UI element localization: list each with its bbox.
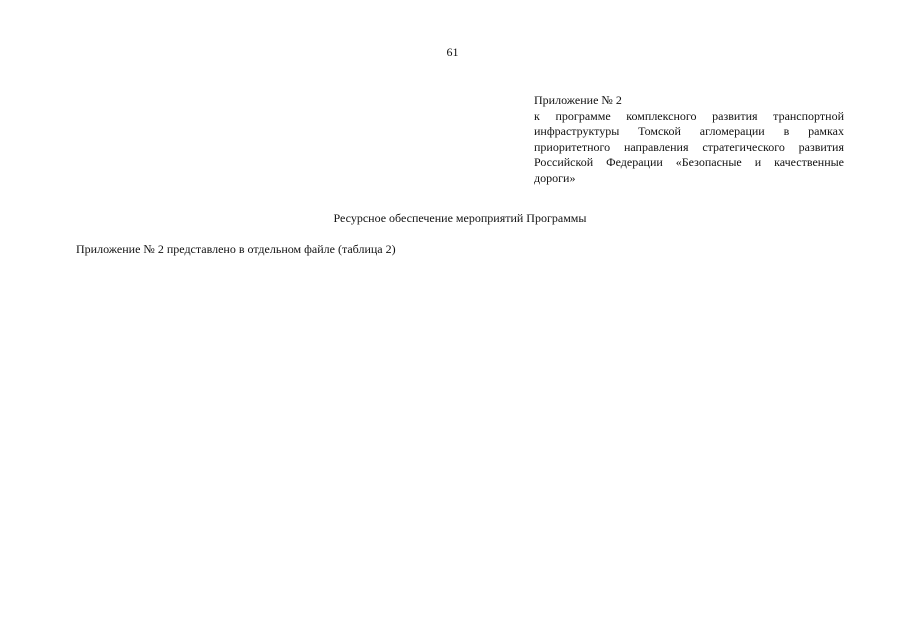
appendix-note: Приложение № 2 представлено в отдельном файле (таблица 2) bbox=[76, 242, 396, 256]
appendix-block bbox=[534, 93, 844, 186]
appendix-description: к программе комплексного развития транспортной инфраструктуры Томской агломерации в рамках приоритетного направления стратегического развития Российской Федерации «Безопасные и качественные дороги» bbox=[534, 108, 844, 185]
page-number: 61 bbox=[446, 45, 459, 59]
section-heading: Ресурсное обеспечение мероприятий Программы bbox=[333, 211, 587, 225]
appendix-title: Приложение № 2 bbox=[534, 93, 622, 107]
